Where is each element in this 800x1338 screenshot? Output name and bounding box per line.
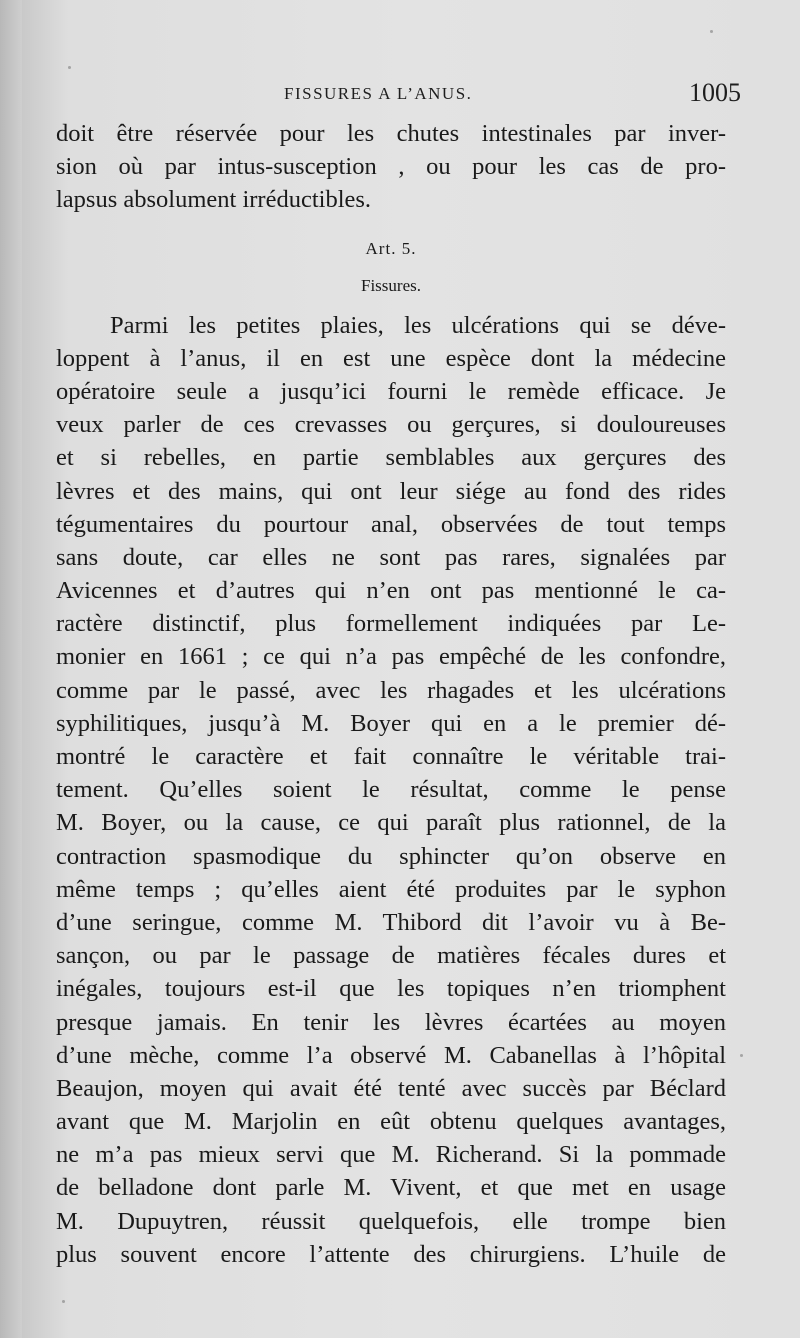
text-line: d’une mèche, comme l’a observé M. Cabanellas à l’hôpital <box>56 1041 726 1069</box>
text-line: inégales, toujours est-il que les topiques n’en triomphent <box>56 975 726 1003</box>
text-line: lapsus absolument irréductibles. <box>56 186 372 214</box>
page-gutter-shadow <box>0 0 22 1338</box>
text-line: tement. Qu’elles soient le résultat, comme le pense <box>56 776 726 804</box>
text-line: sion où par intus-susception , ou pour les cas de pro- <box>56 153 726 181</box>
paper-speck <box>62 1300 65 1303</box>
text-line: et si rebelles, en partie semblables aux gerçures des <box>56 444 726 472</box>
text-line: de belladone dont parle M. Vivent, et que met en usage <box>56 1174 726 1202</box>
text-line: M. Dupuytren, réussit quelquefois, elle trompe bien <box>56 1207 726 1235</box>
text-line: montré le caractère et fait connaître le véritable trai- <box>56 743 726 770</box>
text-line: ne m’a pas mieux servi que M. Richerand. Si la pommade <box>56 1141 726 1169</box>
text-line: lèvres et des mains, qui ont leur siége au fond des rides <box>56 477 726 505</box>
text-line: syphilitiques, jusqu’à M. Boyer qui en a le premier dé- <box>56 709 726 737</box>
text-line: doit être réservée pour les chutes intestinales par inver- <box>56 120 726 147</box>
text-line: ractère distinctif, plus formellement indiquées par Le- <box>56 610 726 638</box>
book-page <box>22 0 800 1338</box>
text-line: sans doute, car elles ne sont pas rares, signalées par <box>56 543 726 571</box>
text-line: Avicennes et d’autres qui n’en ont pas mentionné le ca- <box>56 577 726 605</box>
article-label: Art. 5. <box>365 238 417 258</box>
paper-speck <box>68 66 71 69</box>
running-head-title: FISSURES A L’ANUS. <box>284 84 473 103</box>
text-line: d’une seringue, comme M. Thibord dit l’avoir vu à Be- <box>56 908 726 936</box>
text-line: Beaujon, moyen qui avait été tenté avec succès par Béclard <box>56 1074 726 1102</box>
body-text <box>56 117 726 1271</box>
text-line: monier en 1661 ; ce qui n’a pas empêché de les confondre, <box>56 643 726 671</box>
paper-speck <box>740 1054 743 1057</box>
text-line: M. Boyer, ou la cause, ce qui paraît plus rationnel, de la <box>56 809 726 837</box>
section-title: Fissures. <box>361 275 421 295</box>
page-number: 1005 <box>689 78 741 107</box>
text-line: opératoire seule a jusqu’ici fourni le remède efficace. Je <box>56 377 726 405</box>
text-line: contraction spasmodique du sphincter qu’on observe en <box>56 842 726 870</box>
running-head <box>22 78 800 112</box>
text-line: comme par le passé, avec les rhagades et les ulcérations <box>56 676 726 704</box>
text-line: tégumentaires du pourtour anal, observées de tout temps <box>56 510 726 538</box>
text-line: sançon, ou par le passage de matières fécales dures et <box>56 942 726 970</box>
text-line: loppent à l’anus, il en est une espèce dont la médecine <box>56 344 726 372</box>
text-line: presque jamais. En tenir les lèvres écartées au moyen <box>56 1008 726 1036</box>
paper-speck <box>710 30 713 33</box>
text-line: Parmi les petites plaies, les ulcérations qui se déve- <box>110 311 726 339</box>
continued-paragraph <box>56 117 726 217</box>
text-line: même temps ; qu’elles aient été produites par le syphon <box>56 875 726 903</box>
text-line: veux parler de ces crevasses ou gerçures, si douloureuses <box>56 411 726 439</box>
text-line: avant que M. Marjolin en eût obtenu quelques avantages, <box>56 1108 726 1136</box>
main-paragraph <box>56 309 726 1271</box>
text-line: plus souvent encore l’attente des chirurgiens. L’huile de <box>56 1240 726 1268</box>
